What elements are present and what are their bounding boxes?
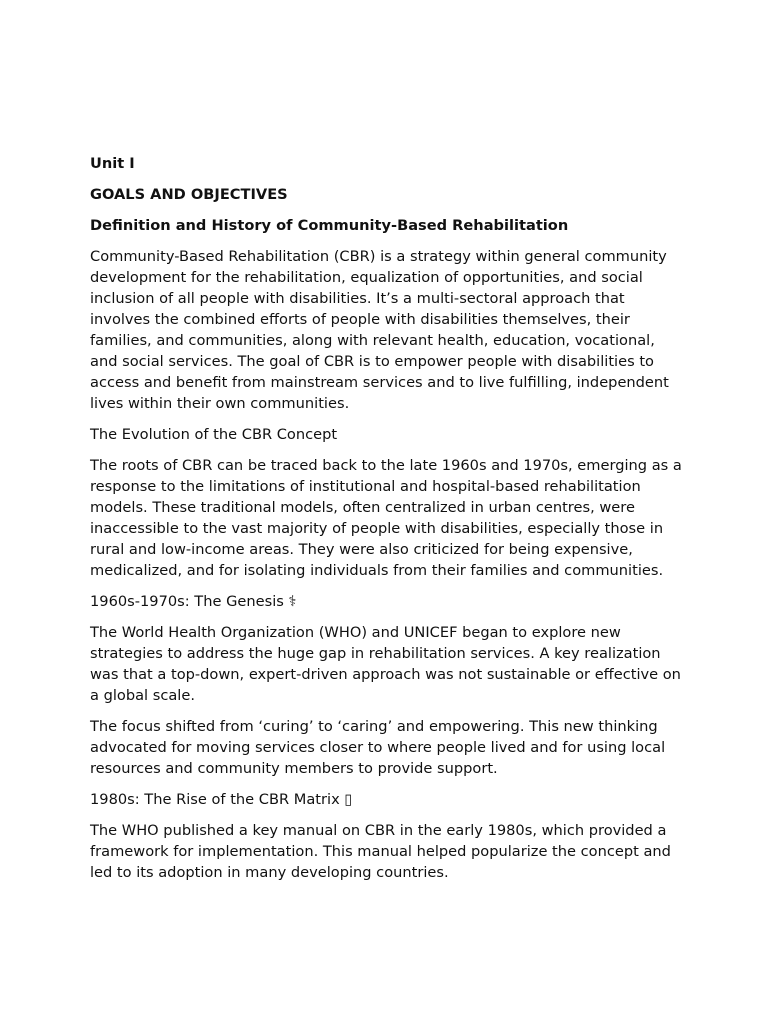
section-title: GOALS AND OBJECTIVES <box>90 186 288 203</box>
matrix-heading: 1980s: The Rise of the CBR Matrix ▯ <box>90 791 353 808</box>
matrix-paragraph: The WHO published a key manual on CBR in the early 1980s, which provided a framework for implementation. This manual helped popularize the concept and led to its adoption in many developing countries. <box>90 822 671 881</box>
document-page <box>90 153 682 893</box>
genesis-paragraph-2: The focus shifted from ‘curing’ to ‘caring’ and empowering. This new thinking advocated for moving services closer to where people lived and for using local resources and community members to provide support. <box>90 718 666 777</box>
genesis-heading: 1960s-1970s: The Genesis ⚕ <box>90 593 297 610</box>
evolution-paragraph: The roots of CBR can be traced back to the late 1960s and 1970s, emerging as a response to the limitations of institutional and hospital-based rehabilitation models. These traditional models, often centralized in urban centres, were inaccessible to the vast majority of people with disabilities, especially those in rural and low-income areas. They were also criticized for being expensive, medicalized, and for isolating individuals from their families and communities. <box>90 457 682 579</box>
unit-label: Unit I <box>90 155 135 172</box>
intro-paragraph: Community-Based Rehabilitation (CBR) is a strategy within general community development for the rehabilitation, equalization of opportunities, and social inclusion of all people with disabilities. It’s a multi-sectoral approach that involves the combined efforts of people with disabilities themselves, their families, and communities, along with relevant health, education, vocational, and social services. The goal of CBR is to empower people with disabilities to access and benefit from mainstream services and to live fulfilling, independent lives within their own communities. <box>90 248 669 412</box>
evolution-heading: The Evolution of the CBR Concept <box>90 426 338 443</box>
document-subtitle: Definition and History of Community-Based Rehabilitation <box>90 217 569 234</box>
genesis-paragraph-1: The World Health Organization (WHO) and UNICEF began to explore new strategies to address the huge gap in rehabilitation services. A key realization was that a top-down, expert-driven approach was not sustainable or effective on a global scale. <box>90 624 681 704</box>
